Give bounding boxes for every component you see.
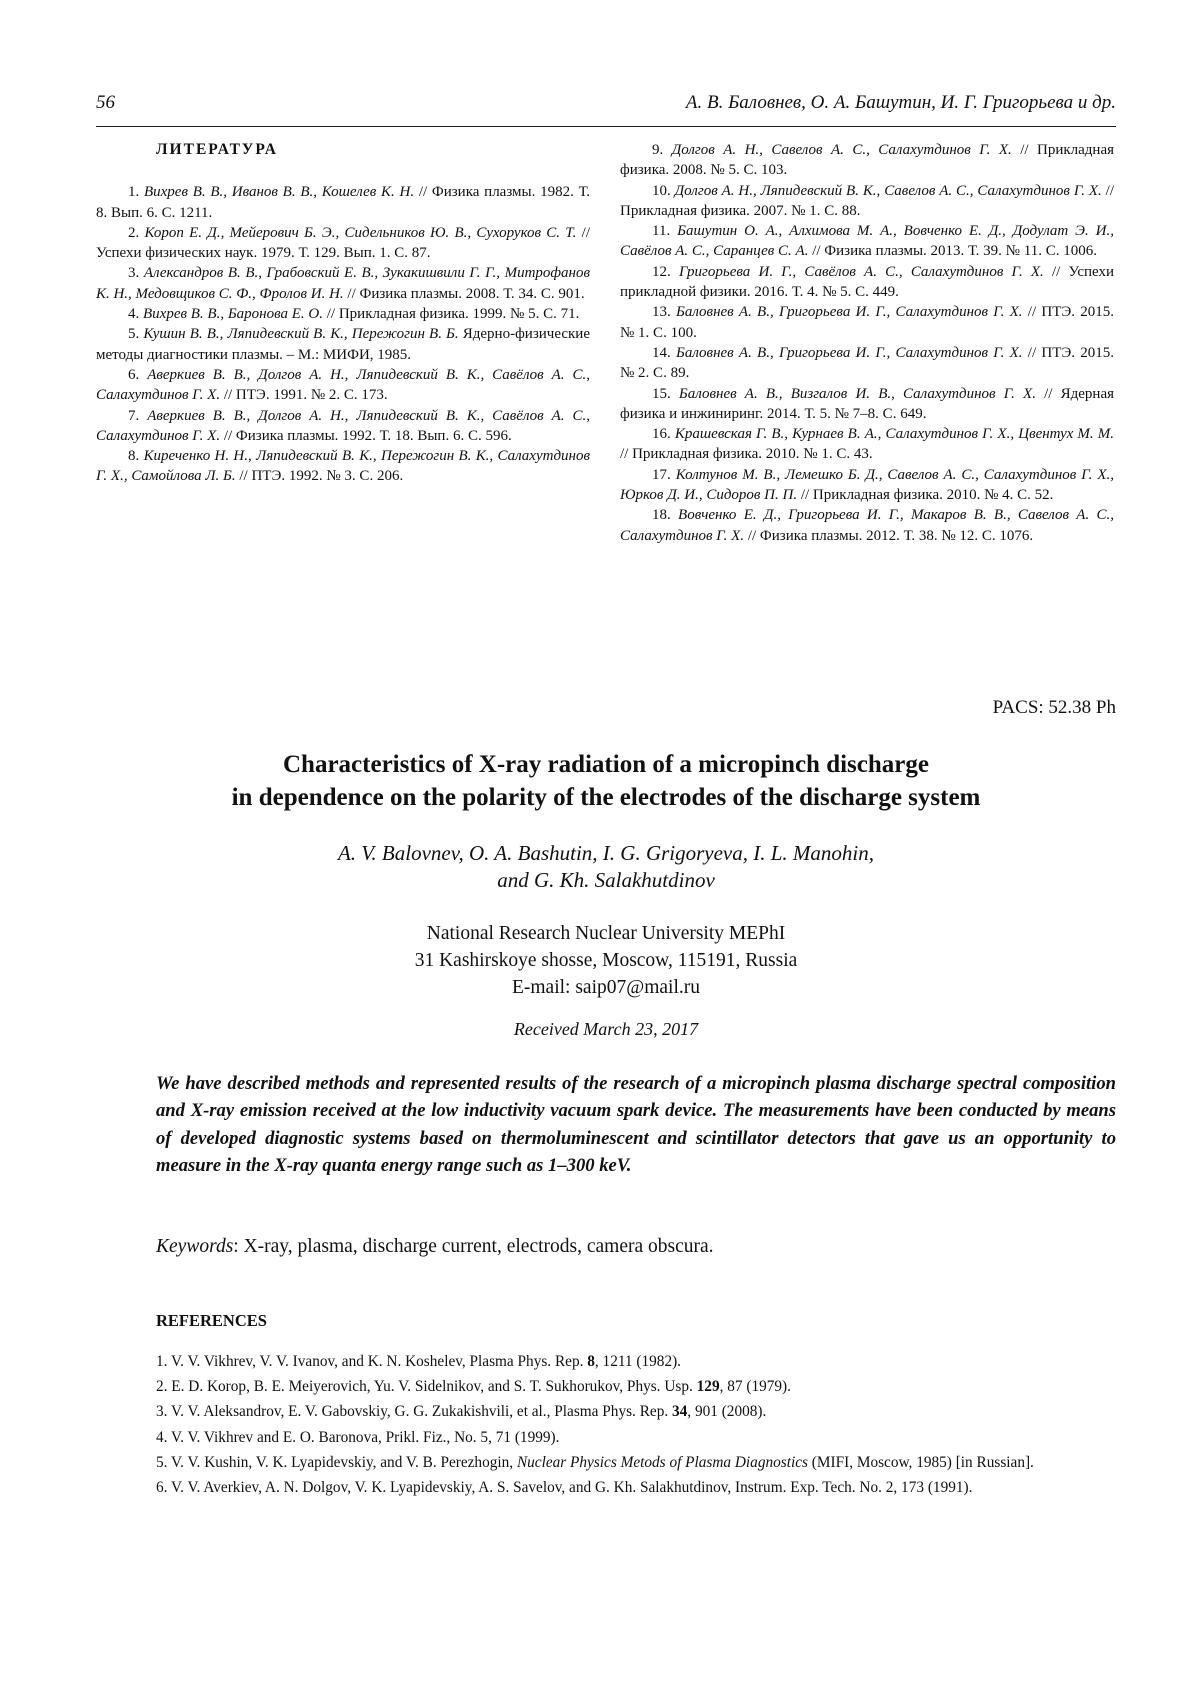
reference-number: 18. [652,507,679,524]
russian-reference-item [620,384,1114,425]
reference-book-title: Nuclear Physics Metods of Plasma Diagnostics [516,1453,808,1471]
reference-pages: (MIFI, Moscow, 1985) [in Russian]. [807,1453,1034,1471]
title-line-1: Characteristics of X-ray radiation of a micropinch discharge [283,751,929,778]
reference-text: 2. E. D. Korop, B. E. Meiyerovich, Yu. V. Sidelnikov, and S. T. Sukhorukov, Phys. Usp. [156,1378,697,1396]
russian-reference-item [96,223,590,264]
russian-reference-item [96,263,590,304]
reference-source: // ПТЭ. 2015. № 1. С. 100. [620,304,1114,341]
authors-line-1: A. V. Balovnev, O. A. Bashutin, I. G. Grigoryeva, I. L. Manohin, [337,841,874,865]
page-header [96,92,1116,127]
reference-number: 2. [128,224,145,241]
russian-reference-item [620,465,1114,506]
english-authors [96,840,1116,894]
reference-source: // Ядерная физика и инжиниринг. 2014. Т. 5. № 7–8. С. 649. [620,385,1114,422]
reference-source: // Успехи прикладной физики. 2016. Т. 4. № 5. С. 449. [620,263,1114,301]
literatura-heading: ЛИТЕРАТУРА [156,141,278,158]
reference-authors: Крашевская Г. В., Курнаев В. А., Салахутдинов Г. Х., Цвентух М. М. [674,426,1115,443]
reference-authors: Башутин О. А., Алхимова М. А., Вовченко Е. Д., Додулат Э. И., Савёлов А. С., Саранцев С. А. [620,223,1114,260]
english-reference-item [156,1478,1116,1499]
reference-authors: Вихрев В. В., Баронова Е. О. [143,306,324,323]
reference-source: // Прикладная физика. 2010. № 1. С. 43. [620,446,873,463]
reference-source: // Физика плазмы. 2012. Т. 38. № 12. С. 1076. [744,527,1034,544]
reference-source: // Прикладная физика. 2007. № 1. С. 88. [620,182,1115,219]
russian-reference-item [620,424,1114,465]
english-references [156,1352,1116,1503]
reference-number: 15. [652,385,679,402]
reference-source: // ПТЭ. 1992. № 3. С. 206. [235,468,404,485]
russian-reference-item [96,304,590,324]
pacs-code: PACS: 52.38 Ph [992,697,1116,718]
keywords [156,1236,1116,1258]
reference-authors: Баловнев А. В., Григорьева И. Г., Салахутдинов Г. Х. [675,344,1023,361]
reference-number: 6. [128,366,148,383]
english-reference-item [156,1377,1116,1398]
reference-number: 1. [128,184,144,201]
reference-number: 14. [652,344,676,361]
received-date: Received March 23, 2017 [513,1019,699,1039]
reference-authors: Долгов А. Н., Савелов А. С., Салахутдинов Г. Х. [671,142,1012,158]
reference-text: 4. V. V. Vikhrev and E. O. Baronova, Prikl. Fiz., No. 5, 71 (1999). [156,1428,560,1446]
title-line-2: in dependence on the polarity of the electrodes of the discharge system [231,784,981,811]
reference-number: 8. [128,448,144,465]
english-title [96,748,1116,814]
russian-reference-item [620,343,1114,384]
reference-source: // Физика плазмы. 2013. Т. 39. № 11. С. 1006. [808,243,1097,260]
reference-authors: Долгов А. Н., Ляпидевский В. К., Савелов А. С., Салахутдинов Г. Х. [674,182,1102,199]
reference-text: 6. V. V. Averkiev, A. N. Dolgov, V. K. Lyapidevskiy, A. S. Savelov, and G. Kh. Salakhutdinov, Instrum. Exp. Tech. No. 2, 173 (1991). [156,1478,973,1496]
reference-number: 11. [652,223,678,240]
reference-number: 12. [652,263,679,280]
russian-reference-item [96,324,590,365]
russian-reference-item [620,262,1114,303]
reference-number: 13. [652,304,676,321]
reference-authors: Вовченко Е. Д., Григорьева И. Г., Макаров В. В., Савелов А. С., Салахутдинов Г. Х. [620,507,1114,544]
affiliation [96,920,1116,1001]
reference-source: // ПТЭ. 1991. № 2. С. 173. [220,387,388,404]
english-reference-item [156,1402,1116,1423]
running-head: А. В. Баловнев, О. А. Башутин, И. Г. Григорьева и др. [685,92,1116,113]
reference-authors: Колтунов М. В., Лемешко Б. Д., Савелов А. С., Салахутдинов Г. Х., Юрков Д. И., Сидоров П. П. [620,466,1114,504]
reference-authors: Григорьева И. Г., Савёлов А. С., Салахутдинов Г. Х. [678,263,1044,280]
russian-reference-item [620,181,1114,222]
reference-authors: Аверкиев В. В., Долгов А. Н., Ляпидевский В. К., Савёлов А. С., Салахутдинов Г. Х. [96,407,591,444]
russian-reference-item [96,406,590,447]
reference-authors: Вихрев В. В., Иванов В. В., Кошелев К. Н. [143,184,415,201]
russian-reference-item [96,182,590,223]
reference-number: 3. [128,265,144,282]
russian-reference-item [620,140,1114,181]
russian-reference-item [96,365,590,406]
email: E-mail: saip07@mail.ru [511,977,700,998]
reference-number: 5. [128,326,144,343]
reference-authors: Аверкиев В. В., Долгов А. Н., Ляпидевский В. К., Савёлов А. С., Салахутдинов Г. Х. [96,366,591,404]
abstract: We have described methods and represented results of the research of a micropinch plasma discharge spectral composition and X-ray emission received at the low inductivity vacuum spark device. The measurements have been conducted by means of developed diagnostic systems based on thermoluminescent and scintillator detectors that gave us an opportunity to measure in the X-ray quanta energy range such as 1–300 keV. [156,1073,1116,1177]
reference-source: Ядерно-физические методы диагностики плазмы. – М.: МИФИ, 1985. [96,326,590,363]
russian-reference-item [620,505,1114,546]
page-number: 56 [96,92,115,113]
reference-authors: Кушин В. В., Ляпидевский В. К., Пережогин В. Б. [143,326,459,343]
russian-reference-item [620,302,1114,343]
reference-authors: Баловнев А. В., Григорьева И. Г., Салахутдинов Г. Х. [675,304,1023,321]
reference-authors: Александров В. В., Грабовский Е. В., Зукакишвили Г. Г., Митрофанов К. Н., Медовщиков С. Ф., Фролов И. Н. [96,265,591,302]
english-reference-item [156,1453,1116,1474]
reference-pages: , 901 (2008). [687,1403,767,1421]
russian-references-right-column [620,140,1114,546]
reference-volume: 34 [672,1403,688,1421]
reference-source: // Прикладная физика. 2008. № 5. С. 103. [620,142,1115,179]
reference-volume: 8 [587,1353,595,1370]
russian-references-left-column [96,140,590,487]
reference-number: 9. [652,142,672,158]
authors-line-2: and G. Kh. Salakhutdinov [497,868,715,892]
keywords-label: Keywords [156,1236,234,1257]
reference-source: // Физика плазмы. 2008. Т. 34. С. 901. [343,285,585,302]
russian-reference-item [620,221,1114,262]
english-reference-item [156,1352,1116,1373]
reference-volume: 129 [696,1378,720,1396]
reference-authors: Короп Е. Д., Мейерович Б. Э., Сидельников Ю. В., Сухоруков С. Т. [144,224,577,241]
references-heading: REFERENCES [156,1311,267,1330]
english-reference-item [156,1428,1116,1449]
affiliation-line-1: National Research Nuclear University MEPhI [426,923,786,944]
reference-number: 17. [652,466,676,483]
reference-number: 7. [128,407,148,424]
reference-number: 16. [652,426,675,443]
reference-text: 5. V. V. Kushin, V. K. Lyapidevskiy, and V. B. Perezhogin, [156,1453,517,1471]
keywords-text: : X-ray, plasma, discharge current, electrods, camera obscura. [233,1236,714,1257]
reference-authors: Баловнев А. В., Визгалов И. В., Салахутдинов Г. Х. [678,385,1036,402]
reference-number: 10. [652,182,675,199]
affiliation-line-2: 31 Kashirskoye shosse, Moscow, 115191, Russia [414,950,798,971]
reference-source: // ПТЭ. 2015. № 2. С. 89. [620,344,1114,382]
reference-number: 4. [128,306,143,323]
reference-source: // Прикладная физика. 2010. № 4. С. 52. [797,487,1054,504]
reference-authors: Киреченко Н. Н., Ляпидевский В. К., Пережогин В. К., Салахутдинов Г. Х., Самойлова Л. Б. [96,448,591,485]
reference-pages: , 1211 (1982). [594,1353,682,1370]
reference-source: // Физика плазмы. 1992. Т. 18. Вып. 6. С. 596. [220,427,512,444]
reference-text: 1. V. V. Vikhrev, V. V. Ivanov, and K. N. Koshelev, Plasma Phys. Rep. [156,1353,588,1370]
reference-text: 3. V. V. Aleksandrov, E. V. Gabovskiy, G. G. Zukakishvili, et al., Plasma Phys. Rep. [156,1403,672,1421]
reference-source: // Прикладная физика. 1999. № 5. С. 71. [323,306,580,323]
reference-source: // Физика плазмы. 1982. Т. 8. Вып. 6. С. 1211. [96,184,590,221]
reference-pages: , 87 (1979). [719,1378,791,1396]
russian-reference-item [96,446,590,487]
reference-source: // Успехи физических наук. 1979. Т. 129. Вып. 1. С. 87. [96,224,591,262]
